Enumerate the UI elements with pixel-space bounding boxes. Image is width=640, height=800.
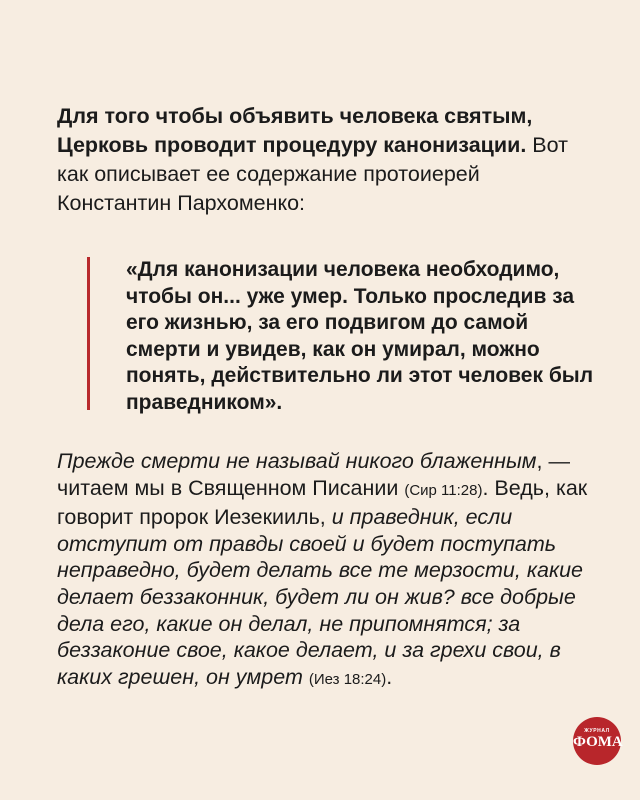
body-text-3: . bbox=[386, 664, 393, 689]
scripture-quote-2: и праведник, если отступит от правды своей и будет поступать неправедно, будет делать все те мерзости, какие делает беззаконник, будет ли он жив? все добрые дела его, какие он делал, не припомнятся; за беззаконие свое, какое делает, и за грехи свои, в каких грешен, он умрет bbox=[57, 505, 584, 689]
logo-top-text: ЖУРНАЛ bbox=[584, 728, 610, 734]
body-text-1: , — читаем мы в Священном Писании bbox=[57, 449, 570, 500]
body-text-2: . Ведь, как говорит пророк Иезекииль, bbox=[57, 475, 588, 530]
intro-paragraph bbox=[57, 102, 597, 218]
blockquote bbox=[87, 257, 594, 414]
scripture-reference-1: (Сир 11:28) bbox=[404, 481, 483, 499]
logo-main-text: ФОМА bbox=[573, 734, 623, 750]
intro-rest: Вот как описывает ее содержание протоиерей Константин Пархоменко: bbox=[57, 133, 568, 215]
scripture-quote-1: Прежде смерти не называй никого блаженным bbox=[57, 449, 537, 473]
intro-lead: Для того чтобы объявить человека святым, Церковь проводит процедуру канонизации. bbox=[57, 104, 533, 157]
foma-logo bbox=[573, 717, 621, 765]
quote-text: «Для канонизации человека необходимо, чтобы он... уже умер. Только проследив за его жизнью, за его подвигом до самой смерти и увидев, как он умирал, можно понять, действительно ли этот человек был праведником». bbox=[126, 258, 594, 414]
scripture-reference-2: (Иез 18:24) bbox=[308, 670, 387, 688]
body-paragraph bbox=[57, 448, 602, 693]
